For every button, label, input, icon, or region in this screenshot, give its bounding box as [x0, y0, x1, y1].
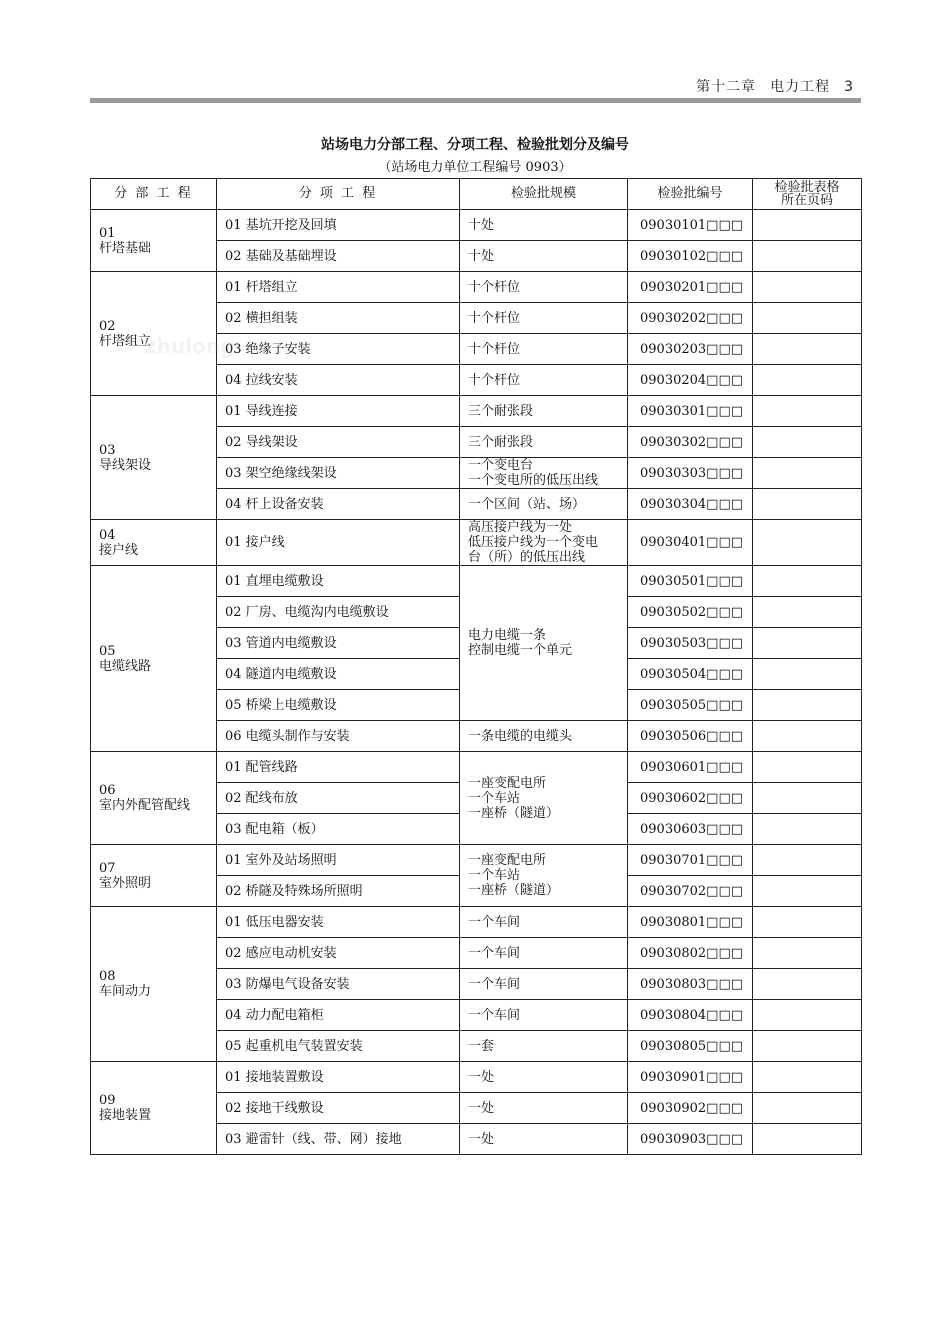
- division-cell: [91, 752, 217, 845]
- lot-number: 09030903□□□: [628, 1124, 753, 1155]
- subitem-name: 06 电缆头制作与安装: [217, 721, 460, 752]
- lot-number: 09030804□□□: [628, 1000, 753, 1031]
- table-row: [91, 520, 862, 566]
- lot-number: 09030503□□□: [628, 628, 753, 659]
- division-cell: [91, 845, 217, 907]
- subitem-name: 01 导线连接: [217, 396, 460, 427]
- page-ref-cell: [753, 659, 862, 690]
- lot-scale: 一座变配电所 一个车站 一座桥（隧道）: [460, 845, 628, 907]
- subitem-name: 03 避雷针（线、带、网）接地: [217, 1124, 460, 1155]
- division-name: 室内外配管配线: [99, 798, 191, 813]
- subitem-name: 02 配线布放: [217, 783, 460, 814]
- subitem-name: 01 直埋电缆敷设: [217, 566, 460, 597]
- lot-scale: 十个杆位: [460, 303, 628, 334]
- page-ref-cell: [753, 1124, 862, 1155]
- lot-number: 09030602□□□: [628, 783, 753, 814]
- subitem-name: 04 拉线安装: [217, 365, 460, 396]
- watermark: zhulong: [145, 334, 235, 358]
- subitem-name: 01 基坑开挖及回填: [217, 210, 460, 241]
- division-code: 03: [99, 442, 116, 458]
- page-ref-cell: [753, 210, 862, 241]
- page-ref-cell: [753, 458, 862, 489]
- subitem-name: 02 感应电动机安装: [217, 938, 460, 969]
- lot-number: 09030701□□□: [628, 845, 753, 876]
- page-ref-cell: [753, 969, 862, 1000]
- lot-scale: 一个车间: [460, 907, 628, 938]
- lot-scale: 三个耐张段: [460, 396, 628, 427]
- subitem-name: 03 管道内电缆敷设: [217, 628, 460, 659]
- table-row: [91, 845, 862, 876]
- division-code: 06: [99, 783, 116, 798]
- division-cell: [91, 210, 217, 272]
- subitem-name: 03 防爆电气设备安装: [217, 969, 460, 1000]
- lot-number: 09030801□□□: [628, 907, 753, 938]
- subitem-name: 04 动力配电箱柜: [217, 1000, 460, 1031]
- lot-scale: 一条电缆的电缆头: [460, 721, 628, 752]
- lot-number: 09030805□□□: [628, 1031, 753, 1062]
- lot-number: 09030102□□□: [628, 241, 753, 272]
- table-row: [91, 907, 862, 938]
- lot-number: 09030505□□□: [628, 690, 753, 721]
- lot-scale: 电力电缆一条 控制电缆一个单元: [460, 566, 628, 721]
- lot-number: 09030401□□□: [628, 520, 753, 566]
- lot-scale: 一个区间（站、场）: [460, 489, 628, 520]
- table-body: [91, 210, 862, 1155]
- subitem-name: 01 接地装置敷设: [217, 1062, 460, 1093]
- lot-number: 09030202□□□: [628, 303, 753, 334]
- table-row: [91, 1062, 862, 1093]
- page-ref-cell: [753, 566, 862, 597]
- table-row: [91, 752, 862, 783]
- lot-number: 09030101□□□: [628, 210, 753, 241]
- division-cell: [91, 566, 217, 752]
- subitem-name: 01 杆塔组立: [217, 272, 460, 303]
- subitem-name: 03 配电箱（板）: [217, 814, 460, 845]
- division-code: 07: [99, 860, 116, 876]
- page-ref-cell: [753, 938, 862, 969]
- lot-scale: 十个杆位: [460, 272, 628, 303]
- table-row: [91, 210, 862, 241]
- division-cell: [91, 907, 217, 1062]
- subitem-name: 01 接户线: [217, 520, 460, 566]
- lot-scale: 一个车间: [460, 1000, 628, 1031]
- lot-number: 09030502□□□: [628, 597, 753, 628]
- page-ref-cell: [753, 1093, 862, 1124]
- inspection-lot-table: [90, 178, 862, 1155]
- page-ref-cell: [753, 597, 862, 628]
- table-header-row: [91, 179, 862, 210]
- lot-number: 09030301□□□: [628, 396, 753, 427]
- page-ref-cell: [753, 907, 862, 938]
- page-ref-cell: [753, 845, 862, 876]
- division-name: 室外照明: [99, 875, 152, 891]
- page-ref-cell: [753, 783, 862, 814]
- lot-number: 09030803□□□: [628, 969, 753, 1000]
- col-header-number: 检验批编号: [628, 179, 753, 210]
- page-ref-cell: [753, 489, 862, 520]
- division-name: 杆塔组立: [99, 333, 152, 349]
- lot-scale: 一套: [460, 1031, 628, 1062]
- lot-number: 09030702□□□: [628, 876, 753, 907]
- subitem-name: 02 基础及基础埋设: [217, 241, 460, 272]
- subitem-name: 01 室外及站场照明: [217, 845, 460, 876]
- page-ref-cell: [753, 334, 862, 365]
- lot-scale: 十处: [460, 241, 628, 272]
- table-row: [91, 396, 862, 427]
- lot-scale: 一座变配电所 一个车站 一座桥（隧道）: [460, 752, 628, 845]
- subitem-name: 05 桥梁上电缆敷设: [217, 690, 460, 721]
- table-row: [91, 272, 862, 303]
- division-code: 08: [99, 969, 116, 984]
- division-name: 杆塔基础: [99, 240, 152, 256]
- division-cell: [91, 520, 217, 566]
- page-ref-cell: [753, 241, 862, 272]
- page-ref-cell: [753, 1062, 862, 1093]
- lot-number: 09030302□□□: [628, 427, 753, 458]
- table-row: [91, 566, 862, 597]
- col-header-page: 检验批表格 所在页码: [753, 179, 862, 210]
- division-name: 接户线: [99, 542, 139, 558]
- lot-scale: 十个杆位: [460, 334, 628, 365]
- lot-scale: 一个车间: [460, 969, 628, 1000]
- col-header-subitem: 分 项 工 程: [217, 179, 460, 210]
- lot-number: 09030303□□□: [628, 458, 753, 489]
- division-name: 接地装置: [99, 1108, 152, 1123]
- page-number: 3: [844, 79, 854, 95]
- lot-number: 09030603□□□: [628, 814, 753, 845]
- lot-scale: 一处: [460, 1062, 628, 1093]
- division-code: 01: [99, 225, 116, 241]
- page-ref-cell: [753, 303, 862, 334]
- page-ref-cell: [753, 628, 862, 659]
- lot-scale: 三个耐张段: [460, 427, 628, 458]
- subitem-name: 02 横担组装: [217, 303, 460, 334]
- lot-scale: 十处: [460, 210, 628, 241]
- lot-scale: 一个变电台 一个变电所的低压出线: [460, 458, 628, 489]
- subitem-name: 02 导线架设: [217, 427, 460, 458]
- chapter-title: 电力工程: [770, 79, 831, 95]
- division-name: 车间动力: [99, 984, 152, 999]
- division-name: 电缆线路: [99, 658, 152, 674]
- col-header-division: 分 部 工 程: [91, 179, 217, 210]
- subitem-name: 03 绝缘子安装: [217, 334, 460, 365]
- page-ref-cell: [753, 721, 862, 752]
- table-title: 站场电力分部工程、分项工程、检验批划分及编号: [321, 137, 629, 153]
- subitem-name: 04 隧道内电缆敷设: [217, 659, 460, 690]
- division-code: 04: [99, 527, 116, 543]
- subitem-name: 02 桥隧及特殊场所照明: [217, 876, 460, 907]
- running-header: [682, 76, 854, 96]
- lot-number: 09030203□□□: [628, 334, 753, 365]
- subitem-name: 02 接地干线敷设: [217, 1093, 460, 1124]
- subitem-name: 03 架空绝缘线架设: [217, 458, 460, 489]
- division-code: 09: [99, 1093, 116, 1108]
- subitem-name: 01 低压电器安装: [217, 907, 460, 938]
- header-rule: [90, 98, 861, 103]
- division-name: 导线架设: [99, 457, 152, 473]
- page-ref-cell: [753, 1031, 862, 1062]
- lot-number: 09030201□□□: [628, 272, 753, 303]
- page-ref-cell: [753, 272, 862, 303]
- lot-number: 09030304□□□: [628, 489, 753, 520]
- page-ref-cell: [753, 427, 862, 458]
- lot-scale: 高压接户线为一处 低压接户线为一个变电 台（所）的低压出线: [460, 520, 628, 566]
- lot-number: 09030506□□□: [628, 721, 753, 752]
- division-code: 05: [99, 643, 116, 659]
- subitem-name: 02 厂房、电缆沟内电缆敷设: [217, 597, 460, 628]
- lot-scale: 十个杆位: [460, 365, 628, 396]
- subitem-name: 01 配管线路: [217, 752, 460, 783]
- lot-scale: 一处: [460, 1093, 628, 1124]
- division-cell: [91, 396, 217, 520]
- page-ref-cell: [753, 876, 862, 907]
- division-cell: [91, 1062, 217, 1155]
- page-ref-cell: [753, 752, 862, 783]
- subitem-name: 04 杆上设备安装: [217, 489, 460, 520]
- page-ref-cell: [753, 520, 862, 566]
- lot-number: 09030204□□□: [628, 365, 753, 396]
- page-ref-cell: [753, 814, 862, 845]
- lot-number: 09030802□□□: [628, 938, 753, 969]
- lot-scale: 一个车间: [460, 938, 628, 969]
- lot-scale: 一处: [460, 1124, 628, 1155]
- page-ref-cell: [753, 396, 862, 427]
- lot-number: 09030901□□□: [628, 1062, 753, 1093]
- col-header-scale: 检验批规模: [460, 179, 628, 210]
- page-ref-cell: [753, 690, 862, 721]
- page-ref-cell: [753, 1000, 862, 1031]
- chapter-number: 第十二章: [696, 79, 757, 95]
- table-subtitle: （站场电力单位工程编号 0903）: [378, 160, 572, 175]
- lot-number: 09030601□□□: [628, 752, 753, 783]
- lot-number: 09030902□□□: [628, 1093, 753, 1124]
- division-cell: [91, 272, 217, 396]
- lot-number: 09030504□□□: [628, 659, 753, 690]
- subitem-name: 05 起重机电气装置安装: [217, 1031, 460, 1062]
- division-code: 02: [99, 318, 116, 334]
- lot-number: 09030501□□□: [628, 566, 753, 597]
- page-ref-cell: [753, 365, 862, 396]
